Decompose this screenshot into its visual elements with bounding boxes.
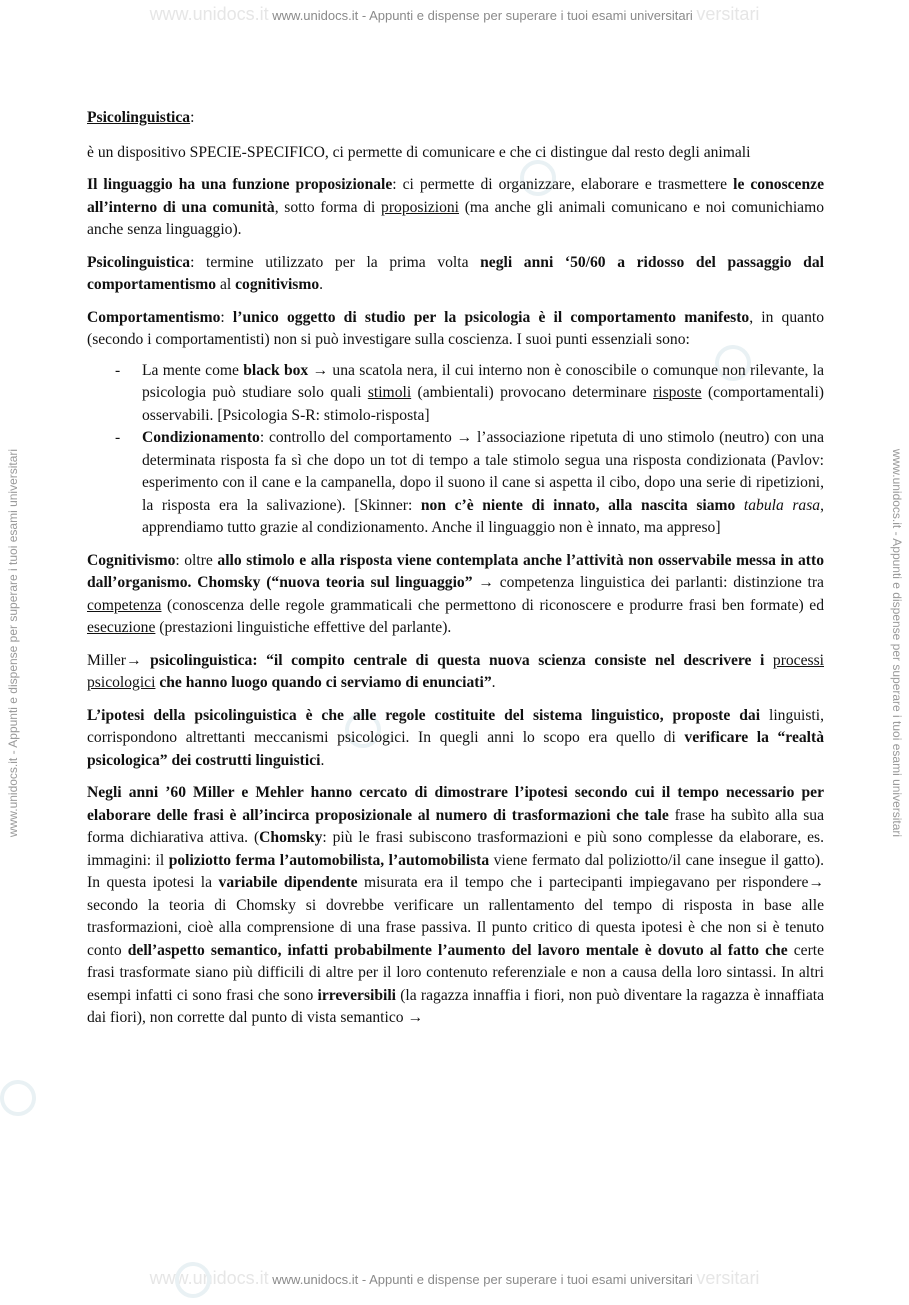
bold-text: non c’è niente di innato, alla nascita siamo — [420, 496, 744, 514]
watermark-faint-left: www.unidocs.it — [149, 1268, 269, 1288]
text-run: linguisti, corrispondono altrettanti meccanismi psicologici. In quegli anni lo scopo era quello di — [87, 706, 824, 746]
watermark-faint-right: versitari — [696, 1268, 760, 1288]
text-run: (prestazioni linguistiche effettive del parlante). — [155, 619, 452, 636]
unidocs-logo-icon — [168, 1255, 219, 1305]
bold-text: Comportamentismo — [87, 308, 221, 326]
text-run: (la ragazza innaffia i fiori, non può diventare la ragazza è innaffiata dai fiori), non corrette dal punto di vista semantico → — [87, 986, 825, 1026]
watermark-right: www.unidocs.it - Appunti e dispense per superare i tuoi esami universitari — [890, 448, 904, 838]
text-run: al — [216, 276, 236, 293]
bold-text: verificare la “realtà psicologica” dei costrutti linguistici — [87, 729, 824, 769]
paragraph-intro: è un dispositivo SPECIE-SPECIFICO, ci permette di comunicare e che ci distingue dal resto degli animali — [87, 143, 751, 161]
text-run: viene fermato dal poliziotto/il cane insegue il gatto). In questa ipotesi la — [87, 851, 824, 891]
text-run: (comportamentali) osservabili. [Psicologia S-R: stimolo-risposta] — [142, 384, 824, 424]
italic-text: tabula rasa — [743, 496, 821, 514]
bold-text: dell’aspetto semantico, infatti probabilmente l’aumento del lavoro mentale è dovuto al fatto che — [127, 941, 788, 959]
text-run: , apprendiamo tutto grazie al condizionamento. Anche il linguaggio non è innato, ma appreso] — [142, 496, 824, 536]
bold-text: allo stimolo e alla risposta viene contemplata anche l’attività non osservabile messa in atto dall’organismo. Chomsky (“nuova teoria sul linguaggio” — [87, 551, 824, 591]
bold-text: L’ipotesi della psicolinguistica è che alle regole costituite del sistema linguistico, proposte dai — [87, 706, 761, 724]
text-run: (ma anche gli animali comunicano e noi comunichiamo anche senza linguaggio). — [87, 198, 825, 238]
bold-text: poliziotto ferma l’automobilista, l’automobilista — [168, 851, 490, 869]
underlined-text: proposizioni — [381, 198, 460, 216]
underlined-text: risposte — [653, 384, 702, 401]
bold-text: irreversibili — [317, 986, 397, 1004]
paragraph-comportamentismo — [87, 307, 824, 352]
paragraph-cognitivismo — [87, 550, 824, 640]
text-run: , in quanto (secondo i comportamentisti) non si può investigare sulla coscienza. I suoi punti essenziali sono: — [87, 308, 824, 348]
bold-text: psicolinguistica: “il compito centrale di questa nuova scienza consiste nel descrivere i — [150, 651, 773, 669]
watermark-left: www.unidocs.it - Appunti e dispense per superare i tuoi esami universitari — [6, 448, 20, 838]
bold-text: Chomsky — [259, 829, 323, 846]
text-run: , sotto forma di — [274, 198, 382, 216]
text-run: La mente come — [142, 361, 244, 379]
title-suffix: : — [190, 109, 195, 126]
bold-text: negli anni ‘50/60 a ridosso del passaggio dal comportamentismo — [87, 253, 824, 293]
text-run: frase ha subìto alla sua forma dichiarativa attiva. ( — [87, 806, 824, 846]
text-run: . — [320, 751, 325, 769]
text-run: : oltre — [175, 551, 218, 569]
text-run: : controllo del comportamento → l’associazione ripetuta di uno stimolo (neutro) con una determinata risposta fa sì che dopo un tot di tempo a tale stimolo segua una risposta condizionata (Pavlov: esperimento con il cane e la campanella, dopo il suono il cane si aspetta il cibo, dopo una serie di ripetizioni, la risposta era la salivazione). [Skinner: — [142, 429, 824, 514]
underlined-text: processi psicologici — [87, 651, 824, 691]
bold-text: l’unico oggetto di studio per la psicologia è il comportamento manifesto — [232, 308, 750, 326]
paragraph-linguaggio — [87, 174, 824, 242]
watermark-bottom-text: www.unidocs.it - Appunti e dispense per superare i tuoi esami universitari — [272, 1272, 693, 1287]
document-title — [87, 107, 824, 130]
bold-text: Psicolinguistica — [87, 253, 191, 271]
text-run: . — [491, 674, 496, 691]
text-run: (conoscenza delle regole grammaticali che permettono di riconoscere e produrre frasi ben formate) ed — [161, 596, 824, 614]
paragraph-ipotesi — [87, 705, 824, 773]
text-run: . — [319, 276, 324, 293]
watermark-top — [0, 4, 909, 25]
underlined-text: esecuzione — [87, 619, 156, 636]
watermark-faint-left: www.unidocs.it — [149, 4, 269, 24]
bold-text: black box — [243, 361, 309, 379]
text-run: : — [220, 308, 233, 326]
bold-text: Condizionamento — [142, 429, 260, 446]
paragraph-psicolinguistica — [87, 252, 824, 297]
unidocs-logo-icon — [0, 1073, 43, 1124]
text-run: → competenza linguistica dei parlanti: distinzione tra — [472, 574, 824, 591]
list-item — [142, 427, 824, 540]
text-run: certe frasi trasformate siano più difficili di altre per il loro contenuto referenziale e non a causa della loro sintassi. In altri esempi infatti ci sono frasi che sono — [87, 941, 825, 1004]
bold-text: variabile dipendente — [218, 874, 358, 891]
text-run: misurata era il tempo che i partecipanti impiegavano per rispondere→ secondo la teoria di Chomsky si dovrebbe verificare un rallentamento del tempo di risposta in base alle trasformazioni, cioè alla comprensione di una frase passiva. Il punto critico di questa ipotesi è che non si è tenuto conto — [87, 874, 825, 959]
text-run: Miller→ — [87, 651, 151, 669]
text-run: → una scatola nera, il cui interno non è conoscibile o comunque non rilevante, la psicologia può studiare solo quali — [142, 361, 825, 401]
bold-text: cognitivismo — [235, 276, 320, 293]
underlined-text: competenza — [87, 596, 162, 614]
underlined-text: stimoli — [367, 384, 412, 401]
bold-text: le conoscenze all’interno di una comunità — [87, 176, 824, 216]
paragraph-miller — [87, 650, 824, 695]
title-text: Psicolinguistica — [87, 109, 191, 126]
bold-text: Negli anni ’60 Miller e Mehler hanno cercato di dimostrare l’ipotesi secondo cui il tempo necessario per elaborare delle frasi è all’incirca proposizionale al numero di trasformazioni che tale — [87, 784, 824, 824]
bullet-list — [87, 360, 824, 540]
text-run: : più le frasi subiscono trasformazioni e più sono complesse da elaborare, es. immagini: il — [87, 829, 824, 869]
watermark-faint-right: versitari — [696, 4, 760, 24]
paragraph-miller-mehler — [87, 782, 824, 1030]
document-body — [87, 107, 824, 1040]
watermark-top-text: www.unidocs.it - Appunti e dispense per superare i tuoi esami universitari — [272, 8, 693, 23]
text-run: : termine utilizzato per la prima volta — [190, 253, 481, 271]
text-run: : ci permette di organizzare, elaborare e trasmettere — [392, 176, 734, 193]
bold-text: che hanno luogo quando ci serviamo di enunciati” — [155, 674, 492, 691]
text-run: (ambientali) provocano determinare — [411, 384, 654, 401]
bold-text: Il linguaggio ha una funzione proposizionale — [87, 176, 393, 193]
list-item — [142, 360, 824, 428]
bold-text: Cognitivismo — [87, 551, 176, 569]
